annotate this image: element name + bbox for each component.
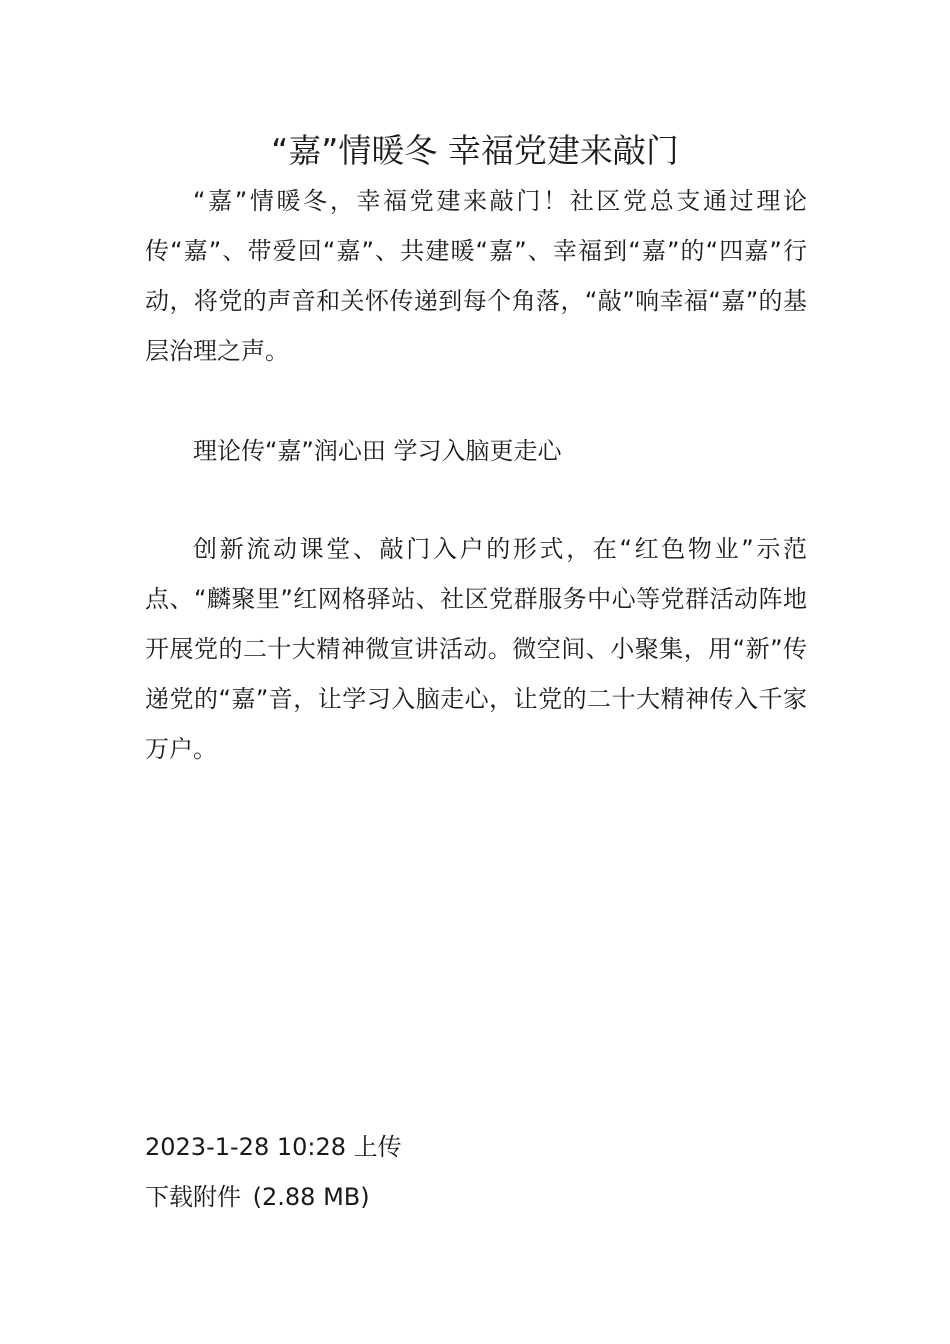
file-size: (2.88 MB) — [252, 1183, 370, 1211]
section-paragraph: 创新流动课堂、敲门入户的形式，在“红色物业”示范点、“麟聚里”红网格驿站、社区党群服务中心等党群活动阵地开展党的二十大精神微宣讲活动。微空间、小聚集，用“新”传递党的“嘉”音，让学习入脑走心，让党的二十大精神传入千家万户。 — [145, 535, 807, 763]
section-heading: 理论传“嘉”润心田 学习入脑更走心 — [193, 437, 562, 465]
article-title: “嘉”情暖冬 幸福党建来敲门 — [271, 131, 679, 170]
intro-paragraph: “嘉”情暖冬，幸福党建来敲门！社区党总支通过理论传“嘉”、带爱回“嘉”、共建暖“嘉”、幸福到“嘉”的“四嘉”行动，将党的声音和关怀传递到每个角落，“敲”响幸福“嘉”的基层治理之声。 — [145, 187, 807, 365]
download-label: 下载附件 — [145, 1183, 241, 1211]
download-attachment-link[interactable] — [145, 1172, 370, 1222]
upload-timestamp: 2023-1-28 10:28 上传 — [145, 1133, 402, 1161]
